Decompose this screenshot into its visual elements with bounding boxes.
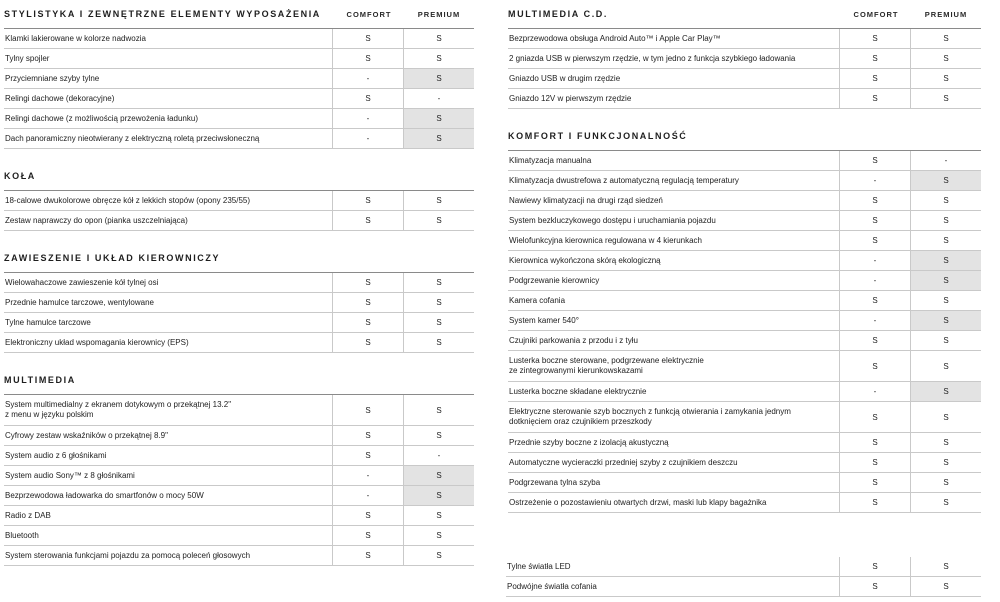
feature-label: Bezprzewodowa ładowarka do smartfonów o mocy 50W <box>4 486 333 505</box>
feature-label: Klimatyzacja dwustrefowa z automatyczną regulacją temperatury <box>508 171 840 190</box>
comfort-value: S <box>333 49 404 68</box>
comfort-value: S <box>840 151 911 170</box>
comfort-value: S <box>333 211 404 230</box>
table-row <box>508 151 981 171</box>
table-row <box>508 49 981 69</box>
premium-value: S <box>404 69 474 88</box>
section-spacer <box>4 149 474 162</box>
premium-value: S <box>911 251 981 270</box>
table-row <box>508 191 981 211</box>
comfort-value: S <box>333 29 404 48</box>
feature-label: Bluetooth <box>4 526 333 545</box>
feature-label: Bezprzewodowa obsługa Android Auto™ i Apple Car Play™ <box>508 29 840 48</box>
premium-value: S <box>404 129 474 148</box>
comfort-value: S <box>840 453 911 472</box>
table-row <box>506 557 981 577</box>
premium-value: S <box>404 466 474 485</box>
comfort-value: S <box>333 526 404 545</box>
premium-value: S <box>436 216 442 225</box>
feature-label: System audio z 6 głośnikami <box>4 446 333 465</box>
table-row <box>4 273 474 293</box>
premium-value: - <box>437 451 441 460</box>
table-row <box>4 466 474 486</box>
section-header <box>4 366 474 395</box>
premium-value: S <box>943 412 949 422</box>
premium-value: S <box>943 478 949 487</box>
feature-label: Przednie hamulce tarczowe, wentylowane <box>4 293 333 312</box>
premium-value: S <box>943 196 949 205</box>
table-row <box>4 129 474 149</box>
section-spacer <box>4 231 474 244</box>
section-spacer <box>508 109 981 122</box>
feature-label: Tylny spojler <box>4 49 333 68</box>
table-row <box>508 382 981 402</box>
comfort-value: S <box>840 49 911 68</box>
premium-value: S <box>943 562 949 571</box>
table-row <box>508 271 981 291</box>
comfort-value: S <box>840 191 911 210</box>
comfort-value: - <box>840 251 911 270</box>
table-row <box>508 251 981 271</box>
feature-label: Podgrzewanie kierownicy <box>508 271 840 290</box>
comfort-value: S <box>333 546 404 565</box>
comfort-value: S <box>333 313 404 332</box>
feature-label: Lusterka boczne sterowane, podgrzewane elektrycznie ze zintegrowanymi kierunkowskazami <box>508 351 840 381</box>
feature-label: Klamki lakierowane w kolorze nadwozia <box>4 29 333 48</box>
premium-value: S <box>943 458 949 467</box>
table-row <box>4 446 474 466</box>
premium-value: S <box>436 34 442 43</box>
feature-label: Relingi dachowe (z możliwością przewożenia ładunku) <box>4 109 333 128</box>
feature-label: Ostrzeżenie o pozostawieniu otwartych drzwi, maski lub klapy bagażnika <box>508 493 840 512</box>
comfort-value: S <box>840 291 911 310</box>
table-row <box>4 546 474 566</box>
table-row <box>4 506 474 526</box>
section-header <box>4 162 474 191</box>
premium-value: S <box>436 431 442 440</box>
table-row <box>4 526 474 546</box>
table-row <box>508 211 981 231</box>
premium-value: S <box>404 109 474 128</box>
table-row <box>508 89 981 109</box>
table-row <box>4 293 474 313</box>
section-header <box>508 0 981 29</box>
comfort-value: S <box>333 446 404 465</box>
feature-label: System bezkluczykowego dostępu i uruchamiania pojazdu <box>508 211 840 230</box>
premium-value: S <box>911 171 981 190</box>
feature-label: Elektryczne sterowanie szyb bocznych z funkcją otwierania i zamykania jednym dotknięciem oraz czujnikiem przeszkody <box>508 402 840 432</box>
premium-value: S <box>404 486 474 505</box>
comfort-header: COMFORT <box>346 9 392 19</box>
comfort-value: S <box>840 231 911 250</box>
table-row <box>508 402 981 433</box>
premium-value: S <box>436 318 442 327</box>
premium-value: S <box>436 531 442 540</box>
comfort-value: - <box>333 129 404 148</box>
table-row <box>4 211 474 231</box>
section-header <box>4 0 474 29</box>
section-title: MULTIMEDIA <box>4 375 76 385</box>
table-row <box>508 473 981 493</box>
comfort-value: - <box>333 466 404 485</box>
table-row <box>4 69 474 89</box>
feature-label: Gniazdo 12V w pierwszym rzędzie <box>508 89 840 108</box>
comfort-value: S <box>333 426 404 445</box>
feature-label: System kamer 540° <box>508 311 840 330</box>
comfort-value: - <box>333 486 404 505</box>
premium-value: - <box>437 94 441 103</box>
premium-value: S <box>943 582 949 591</box>
comfort-value: S <box>333 395 404 425</box>
premium-value: S <box>943 94 949 103</box>
table-row <box>4 109 474 129</box>
comfort-value: S <box>840 557 911 576</box>
premium-value: S <box>436 196 442 205</box>
comfort-value: - <box>840 271 911 290</box>
premium-value: S <box>436 338 442 347</box>
comfort-value: - <box>840 382 911 401</box>
table-row <box>508 433 981 453</box>
table-row <box>506 577 981 597</box>
section-title: KOMFORT I FUNKCJONALNOŚĆ <box>508 131 688 141</box>
table-row <box>4 29 474 49</box>
premium-header: PREMIUM <box>417 9 461 19</box>
premium-value: S <box>943 498 949 507</box>
comfort-value: S <box>333 506 404 525</box>
feature-label: Przyciemniane szyby tylne <box>4 69 333 88</box>
table-row <box>508 231 981 251</box>
table-row <box>4 191 474 211</box>
premium-value: S <box>436 54 442 63</box>
feature-label: Podwójne światła cofania <box>506 577 840 596</box>
right-column <box>508 0 981 513</box>
feature-label: Elektroniczny układ wspomagania kierownicy (EPS) <box>4 333 333 352</box>
section-spacer <box>4 353 474 366</box>
premium-value: S <box>943 296 949 305</box>
comfort-value: S <box>840 211 911 230</box>
premium-value: S <box>436 551 442 560</box>
feature-label: Tylne hamulce tarczowe <box>4 313 333 332</box>
feature-label: Gniazdo USB w drugim rzędzie <box>508 69 840 88</box>
feature-label: Kamera cofania <box>508 291 840 310</box>
table-row <box>4 426 474 446</box>
comfort-value: - <box>840 171 911 190</box>
feature-label: Radio z DAB <box>4 506 333 525</box>
bottom-table <box>506 557 981 597</box>
comfort-value: S <box>840 493 911 512</box>
premium-header: PREMIUM <box>924 9 968 19</box>
table-row <box>4 313 474 333</box>
feature-label: Podgrzewana tylna szyba <box>508 473 840 492</box>
feature-label: Kierownica wykończona skórą ekologiczną <box>508 251 840 270</box>
table-row <box>508 493 981 513</box>
premium-value: S <box>911 382 981 401</box>
feature-label: Cyfrowy zestaw wskaźników o przekątnej 8.9" <box>4 426 333 445</box>
table-row <box>508 29 981 49</box>
feature-label: 2 gniazda USB w pierwszym rzędzie, w tym jedno z funkcja szybkiego ładowania <box>508 49 840 68</box>
comfort-value: S <box>840 402 911 432</box>
comfort-value: S <box>840 69 911 88</box>
feature-label: Dach panoramiczny nieotwierany z elektryczną roletą przeciwsłoneczną <box>4 129 333 148</box>
feature-label: Tylne światła LED <box>506 557 840 576</box>
premium-value: S <box>943 236 949 245</box>
premium-value: S <box>943 361 949 371</box>
table-row <box>4 333 474 353</box>
premium-value: - <box>944 156 948 165</box>
feature-label: Przednie szyby boczne z izolacją akustyczną <box>508 433 840 452</box>
table-row <box>4 89 474 109</box>
table-row <box>4 486 474 506</box>
table-row <box>4 395 474 426</box>
feature-label: System sterowania funkcjami pojazdu za pomocą poleceń głosowych <box>4 546 333 565</box>
table-row <box>4 49 474 69</box>
comfort-value: S <box>840 473 911 492</box>
feature-label: System multimedialny z ekranem dotykowym o przekątnej 13.2" z menu w języku polskim <box>4 395 333 425</box>
comfort-value: S <box>840 577 911 596</box>
feature-label: Wielofunkcyjna kierownica regulowana w 4 kierunkach <box>508 231 840 250</box>
section-title: STYLISTYKA I ZEWNĘTRZNE ELEMENTY WYPOSAŻENIA <box>4 9 321 19</box>
left-column <box>4 0 474 566</box>
premium-value: S <box>943 336 949 345</box>
section-title: MULTIMEDIA C.D. <box>508 9 608 19</box>
section-title: ZAWIESZENIE I UKŁAD KIEROWNICZY <box>4 253 221 263</box>
comfort-value: S <box>333 293 404 312</box>
feature-label: Nawiewy klimatyzacji na drugi rząd siedzeń <box>508 191 840 210</box>
comfort-header: COMFORT <box>853 9 899 19</box>
feature-label: Wielowahaczowe zawieszenie kół tylnej osi <box>4 273 333 292</box>
premium-value: S <box>943 216 949 225</box>
feature-label: Automatyczne wycieraczki przedniej szyby z czujnikiem deszczu <box>508 453 840 472</box>
feature-label: System audio Sony™ z 8 głośnikami <box>4 466 333 485</box>
comfort-value: - <box>333 69 404 88</box>
table-row <box>508 311 981 331</box>
comfort-value: S <box>840 89 911 108</box>
section-title: KOŁA <box>4 171 36 181</box>
comfort-value: S <box>840 29 911 48</box>
feature-label: Klimatyzacja manualna <box>508 151 840 170</box>
premium-value: S <box>436 278 442 287</box>
table-row <box>508 351 981 382</box>
premium-value: S <box>436 511 442 520</box>
feature-label: Relingi dachowe (dekoracyjne) <box>4 89 333 108</box>
comfort-value: S <box>840 331 911 350</box>
premium-value: S <box>436 405 442 415</box>
premium-value: S <box>943 74 949 83</box>
comfort-value: S <box>333 273 404 292</box>
table-row <box>508 331 981 351</box>
comfort-value: S <box>840 351 911 381</box>
table-row <box>508 171 981 191</box>
premium-value: S <box>911 271 981 290</box>
feature-label: Czujniki parkowania z przodu i z tyłu <box>508 331 840 350</box>
comfort-value: S <box>333 333 404 352</box>
table-row <box>508 291 981 311</box>
premium-value: S <box>436 298 442 307</box>
comfort-value: S <box>333 89 404 108</box>
section-header <box>4 244 474 273</box>
comfort-value: S <box>333 191 404 210</box>
table-row <box>508 69 981 89</box>
section-header <box>508 122 981 151</box>
table-row <box>508 453 981 473</box>
premium-value: S <box>943 54 949 63</box>
feature-label: Lusterka boczne składane elektrycznie <box>508 382 840 401</box>
premium-value: S <box>943 438 949 447</box>
feature-label: 18-calowe dwukolorowe obręcze kół z lekkich stopów (opony 235/55) <box>4 191 333 210</box>
feature-label: Zestaw naprawczy do opon (pianka uszczelniająca) <box>4 211 333 230</box>
premium-value: S <box>911 311 981 330</box>
comfort-value: - <box>840 311 911 330</box>
comfort-value: - <box>333 109 404 128</box>
premium-value: S <box>943 34 949 43</box>
comfort-value: S <box>840 433 911 452</box>
